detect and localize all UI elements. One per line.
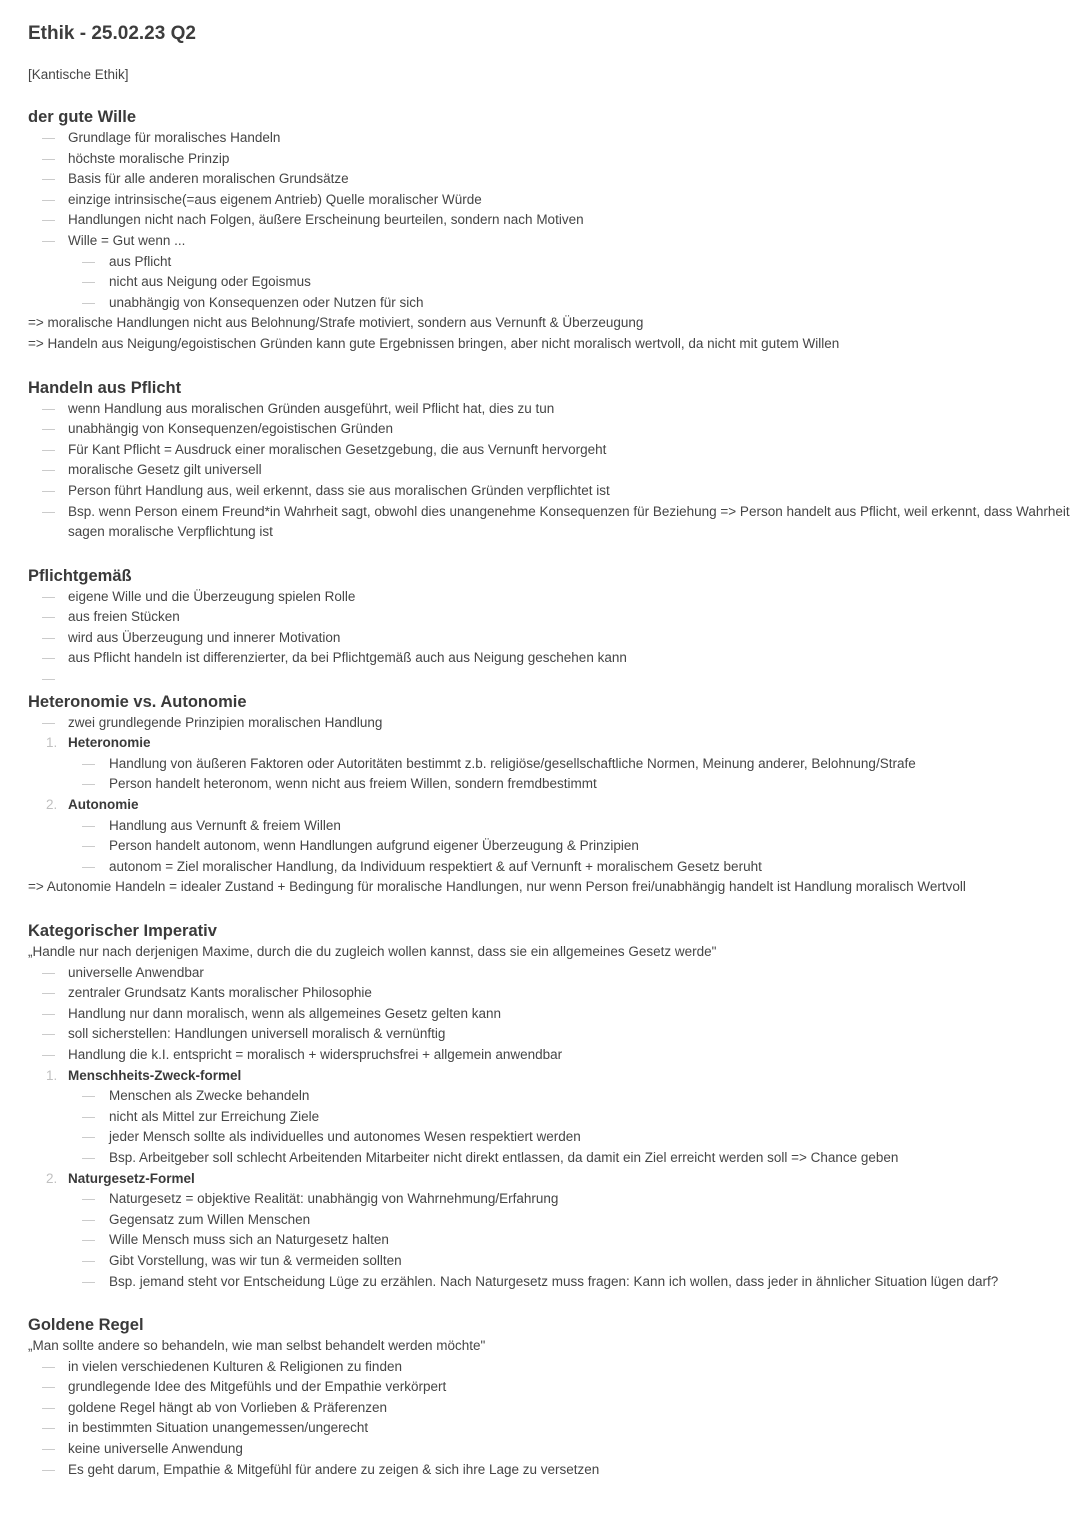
dash-bullet-icon: —	[82, 1252, 95, 1268]
list-item: — Person führt Handlung aus, weil erkennt, dass sie aus moralischen Gründen verpflichtet ist	[28, 481, 1052, 502]
dash-bullet-icon: —	[42, 609, 55, 625]
dash-bullet-icon: —	[42, 714, 55, 730]
sub-list-item: — autonom = Ziel moralischer Handlung, da Individuum respektiert & auf Vernunft + moralischem Gesetz beruht	[28, 857, 1052, 878]
dash-bullet-icon: —	[42, 212, 55, 228]
list-goldene-regel	[28, 1336, 1052, 1480]
dash-bullet-icon: —	[42, 1005, 55, 1021]
dash-bullet-icon: —	[42, 629, 55, 645]
dash-bullet-icon: —	[82, 1149, 95, 1165]
list-item: — Handlungen nicht nach Folgen, äußere Erscheinung beurteilen, sondern nach Motiven	[28, 210, 1052, 231]
sub-list-item: — Wille Mensch muss sich an Naturgesetz halten	[28, 1230, 1052, 1251]
empty-list-item[interactable]	[28, 669, 1052, 690]
list-item: — Handlung nur dann moralisch, wenn als allgemeines Gesetz gelten kann	[28, 1004, 1052, 1025]
dash-bullet-icon: —	[42, 171, 55, 187]
dash-bullet-icon: —	[42, 441, 55, 457]
dash-bullet-icon: —	[82, 858, 95, 874]
list-pflichtgemaess	[28, 587, 1052, 690]
list-item: — goldene Regel hängt ab von Vorlieben & Präferenzen	[28, 1398, 1052, 1419]
dash-bullet-icon: —	[42, 650, 55, 666]
numbered-item: 1. Heteronomie	[46, 735, 151, 751]
list-item: — keine universelle Anwendung	[28, 1439, 1052, 1460]
numbered-item: 2. Autonomie	[46, 797, 139, 813]
dash-bullet-icon: —	[42, 462, 55, 478]
sub-list-item: — unabhängig von Konsequenzen oder Nutzen für sich	[28, 293, 1052, 314]
dash-bullet-icon: —	[42, 1441, 55, 1457]
list-item: — höchste moralische Prinzip	[28, 149, 1052, 170]
quote-line: „Handle nur nach derjenigen Maxime, durch die du zugleich wollen kannst, dass sie ein allgemeines Gesetz werde"	[28, 944, 717, 959]
dash-bullet-icon: —	[42, 1379, 55, 1395]
sub-list-item: — Bsp. Arbeitgeber soll schlecht Arbeitenden Mitarbeiter nicht direkt entlassen, da damit ein Ziel erreicht werden soll => Chance geben	[28, 1148, 1052, 1169]
list-item: — zentraler Grundsatz Kants moralischer Philosophie	[28, 983, 1052, 1004]
dash-bullet-icon: —	[42, 400, 55, 416]
list-item: — in vielen verschiedenen Kulturen & Religionen zu finden	[28, 1357, 1052, 1378]
dash-bullet-icon: —	[42, 671, 55, 687]
dash-bullet-icon: —	[82, 755, 95, 771]
list-item: — Grundlage für moralisches Handeln	[28, 128, 1052, 149]
list-item: — Bsp. wenn Person einem Freund*in Wahrheit sagt, obwohl dies unangenehme Konsequenzen für Beziehung => Person handelt aus Pflicht, weil erkennt, dass Wahrheit sagen moralische Verpflichtung ist	[42, 503, 1070, 540]
section-heading-heteronomie: Heteronomie vs. Autonomie	[28, 692, 247, 711]
dash-bullet-icon: —	[82, 1211, 95, 1227]
conclusion-line: => moralische Handlungen nicht aus Belohnung/Strafe motiviert, sondern aus Vernunft & Überzeugung	[28, 315, 644, 331]
dash-bullet-icon: —	[42, 130, 55, 145]
list-pflicht	[28, 399, 1070, 543]
dash-bullet-icon: —	[42, 191, 55, 207]
dash-bullet-icon: —	[42, 482, 55, 498]
dash-bullet-icon: —	[42, 1399, 55, 1415]
dash-bullet-icon: —	[42, 421, 55, 437]
dash-bullet-icon: —	[82, 1088, 95, 1104]
sub-list-item: — Person handelt autonom, wenn Handlungen aufgrund eigener Überzeugung & Prinzipien	[28, 836, 1052, 857]
section-heading-pflichtgemaess: Pflichtgemäß	[28, 566, 132, 585]
list-item: — aus freien Stücken	[28, 607, 1052, 628]
dash-bullet-icon: —	[82, 776, 95, 792]
list-item: — Für Kant Pflicht = Ausdruck einer moralischen Gesetzgebung, die aus Vernunft hervorgeht	[28, 440, 1052, 461]
sub-list-item: — Bsp. jemand steht vor Entscheidung Lüge zu erzählen. Nach Naturgesetz muss fragen: Kann ich wollen, dass jeder in ähnlicher Situation lügen darf?	[28, 1272, 1052, 1293]
list-item: — einzige intrinsische(=aus eigenem Antrieb) Quelle moralischer Würde	[28, 190, 1052, 211]
sub-list-item: — Gegensatz zum Willen Menschen	[28, 1210, 1052, 1231]
sub-list-item: — Menschen als Zwecke behandeln	[28, 1086, 1052, 1107]
list-item: — soll sicherstellen: Handlungen universell moralisch & vernünftig	[28, 1024, 1052, 1045]
dash-bullet-icon: —	[42, 232, 55, 248]
list-item: — wenn Handlung aus moralischen Gründen ausgeführt, weil Pflicht hat, dies zu tun	[28, 399, 1052, 420]
dash-bullet-icon: —	[82, 1129, 95, 1145]
page-title: Ethik - 25.02.23 Q2	[28, 23, 196, 44]
list-item: — Basis für alle anderen moralischen Grundsätze	[28, 169, 1052, 190]
list-item: — Es geht darum, Empathie & Mitgefühl für andere zu zeigen & sich ihre Lage zu versetzen	[28, 1460, 1052, 1481]
dash-bullet-icon: —	[42, 503, 55, 519]
section-heading-guter-wille: der gute Wille	[28, 108, 137, 126]
sub-list-item: — Naturgesetz = objektive Realität: unabhängig von Wahrnehmung/Erfahrung	[28, 1189, 1052, 1210]
list-item: — Wille = Gut wenn ...	[28, 231, 1052, 252]
dash-bullet-icon: —	[42, 985, 55, 1001]
section-heading-imperativ: Kategorischer Imperativ	[28, 922, 217, 940]
list-item: — in bestimmten Situation unangemessen/ungerecht	[28, 1418, 1052, 1439]
dash-bullet-icon: —	[82, 294, 95, 310]
list-item: — wird aus Überzeugung und innerer Motivation	[28, 628, 1052, 649]
dash-bullet-icon: —	[82, 1108, 95, 1124]
dash-bullet-icon: —	[82, 253, 95, 269]
dash-bullet-icon: —	[42, 1026, 55, 1042]
dash-bullet-icon: —	[82, 817, 95, 833]
list-item: — aus Pflicht handeln ist differenzierter, da bei Pflichtgemäß auch aus Neigung geschehen kann	[28, 648, 1052, 669]
list-item: — grundlegende Idee des Mitgefühls und der Empathie verkörpert	[28, 1377, 1052, 1398]
sub-list-item: — Person handelt heteronom, wenn nicht aus freiem Willen, sondern fremdbestimmt	[28, 774, 1052, 795]
dash-bullet-icon: —	[82, 838, 95, 854]
list-item: — zwei grundlegende Prinzipien moralischen Handlung	[28, 713, 1052, 734]
sub-list-item: — nicht aus Neigung oder Egoismus	[28, 272, 1052, 293]
list-item: — moralische Gesetz gilt universell	[28, 460, 1052, 481]
sub-list-item: — Gibt Vorstellung, was wir tun & vermeiden sollten	[28, 1251, 1052, 1272]
list-guter-wille	[28, 128, 1052, 355]
list-imperativ	[28, 942, 1052, 1292]
conclusion-line: => Autonomie Handeln = idealer Zustand + Bedingung für moralische Handlungen, nur wenn Person frei/unabhängig handelt ist Handlung moralisch Wertvoll	[28, 879, 966, 895]
dash-bullet-icon: —	[42, 1046, 55, 1062]
dash-bullet-icon: —	[82, 1273, 95, 1289]
dash-bullet-icon: —	[42, 1420, 55, 1436]
sub-list-item: — aus Pflicht	[28, 252, 1052, 273]
dash-bullet-icon: —	[42, 150, 55, 166]
section-heading-pflicht: Handeln aus Pflicht	[28, 378, 182, 397]
list-item: — eigene Wille und die Überzeugung spielen Rolle	[28, 587, 1052, 608]
sub-list-item: — Handlung von äußeren Faktoren oder Autoritäten bestimmt z.b. religiöse/gesellschaftliche Normen, Meinung anderer, Belohnung/Strafe	[28, 754, 1052, 775]
dash-bullet-icon: —	[82, 274, 95, 290]
quote-line: „Man sollte andere so behandeln, wie man selbst behandelt werden möchte"	[28, 1338, 486, 1354]
list-item: — Handlung die k.I. entspricht = moralisch + widerspruchsfrei + allgemein anwendbar	[28, 1045, 1052, 1066]
list-item: — unabhängig von Konsequenzen/egoistischen Gründen	[28, 419, 1052, 440]
dash-bullet-icon: —	[42, 1461, 55, 1477]
section-heading-goldene-regel: Goldene Regel	[28, 1316, 144, 1335]
dash-bullet-icon: —	[42, 1358, 55, 1374]
dash-bullet-icon: —	[42, 964, 55, 980]
sub-list-item: — Handlung aus Vernunft & freiem Willen	[28, 816, 1052, 837]
dash-bullet-icon: —	[82, 1191, 95, 1207]
conclusion-line: => Handeln aus Neigung/egoistischen Gründen kann gute Ergebnissen bringen, aber nicht moralisch wertvoll, da nicht mit gutem Willen	[28, 335, 840, 351]
numbered-item: 1. Menschheits-Zweck-formel	[46, 1067, 242, 1083]
sub-list-item: — nicht als Mittel zur Erreichung Ziele	[28, 1107, 1052, 1128]
dash-bullet-icon: —	[82, 1232, 95, 1248]
sub-list-item: — jeder Mensch sollte als individuelles und autonomes Wesen respektiert werden	[28, 1127, 1052, 1148]
list-item: — universelle Anwendbar	[28, 963, 1052, 984]
topic-tag: [Kantische Ethik]	[28, 67, 129, 82]
dash-bullet-icon: —	[42, 588, 55, 604]
list-heteronomie	[28, 713, 1052, 898]
numbered-item: 2. Naturgesetz-Formel	[46, 1170, 195, 1186]
